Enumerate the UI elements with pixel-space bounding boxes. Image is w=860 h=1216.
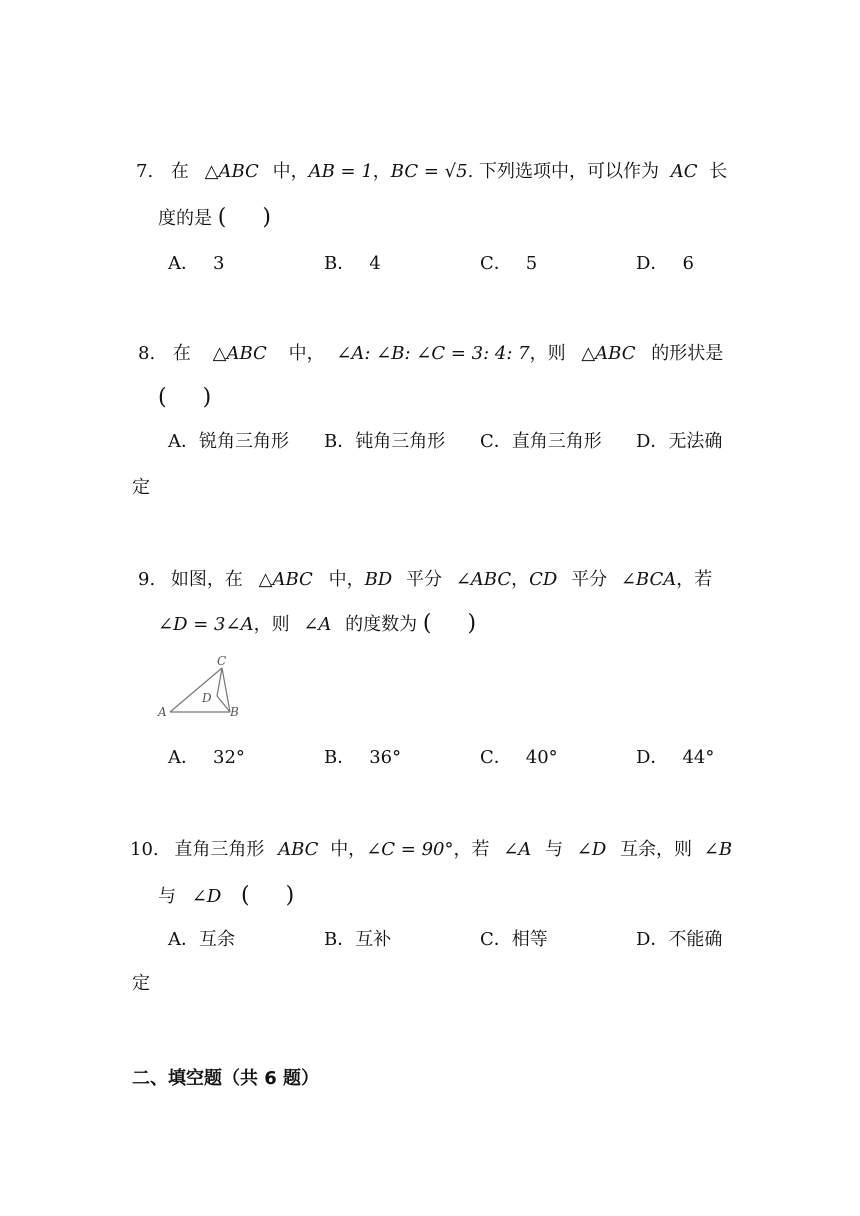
q8-line2 <box>158 386 211 411</box>
q7-option-d: D． 6 <box>636 253 694 274</box>
label-d: D <box>202 691 212 705</box>
section-title: 二、填空题（共 6 题） <box>132 1068 320 1089</box>
q7-number: 7. <box>136 161 154 182</box>
q10-option-d: D．不能确 <box>636 929 723 950</box>
answer-blank: ( ) <box>217 205 271 230</box>
answer-blank: ( ) <box>240 883 295 908</box>
q8-option-c: C．直角三角形 <box>480 431 602 452</box>
q9-option-c: C． 40° <box>480 747 558 768</box>
q7-option-b: B． 4 <box>324 253 381 274</box>
label-c: C <box>217 654 227 668</box>
q8-line1: 8. 在 △ABC 中， ∠A: ∠B: ∠C = 3: 4: 7，则 △ABC 的形状是 <box>138 343 724 364</box>
answer-blank: ( ) <box>158 385 212 410</box>
answer-blank: ( ) <box>422 611 477 636</box>
q7-line1: 7. 在 △ABC 中，AB = 1，BC = √5. 下列选项中，可以作为 AC 长 <box>136 161 728 182</box>
q8-option-d: D．无法确 <box>636 431 723 452</box>
q10-wrap: 定 <box>132 973 150 994</box>
label-a: A <box>158 705 167 719</box>
q9-line2: ∠D = 3∠A，则 ∠A 的度数为 ( ) <box>158 611 477 636</box>
q9-line1: 9. 如图，在 △ABC 中，BD 平分 ∠ABC，CD 平分 ∠BCA，若 <box>138 569 713 590</box>
q9-option-b: B． 36° <box>324 747 402 768</box>
q9-number: 9. <box>138 569 156 590</box>
q10-option-a: A．互余 <box>168 929 235 950</box>
q7-line2: 度的是 ( ) <box>158 205 271 230</box>
q8-wrap: 定 <box>132 477 150 498</box>
q8-number: 8. <box>138 343 156 364</box>
q10-line1: 10. 直角三角形 ABC 中，∠C = 90°，若 ∠A 与 ∠D 互余，则 ∠B <box>130 839 733 860</box>
q8-option-a: A．锐角三角形 <box>168 431 289 452</box>
q8-option-b: B．钝角三角形 <box>324 431 446 452</box>
q9-option-d: D． 44° <box>636 747 715 768</box>
q10-option-b: B．互补 <box>324 929 392 950</box>
q10-number: 10. <box>130 839 159 860</box>
q10-line2: 与 ∠D ( ) <box>158 883 295 908</box>
q10-option-c: C．相等 <box>480 929 548 950</box>
q7-option-c: C． 5 <box>480 253 538 274</box>
label-b: B <box>230 705 239 719</box>
triangle-figure <box>154 652 264 722</box>
q7-option-a: A． 3 <box>168 253 225 274</box>
q9-option-a: A． 32° <box>168 747 245 768</box>
